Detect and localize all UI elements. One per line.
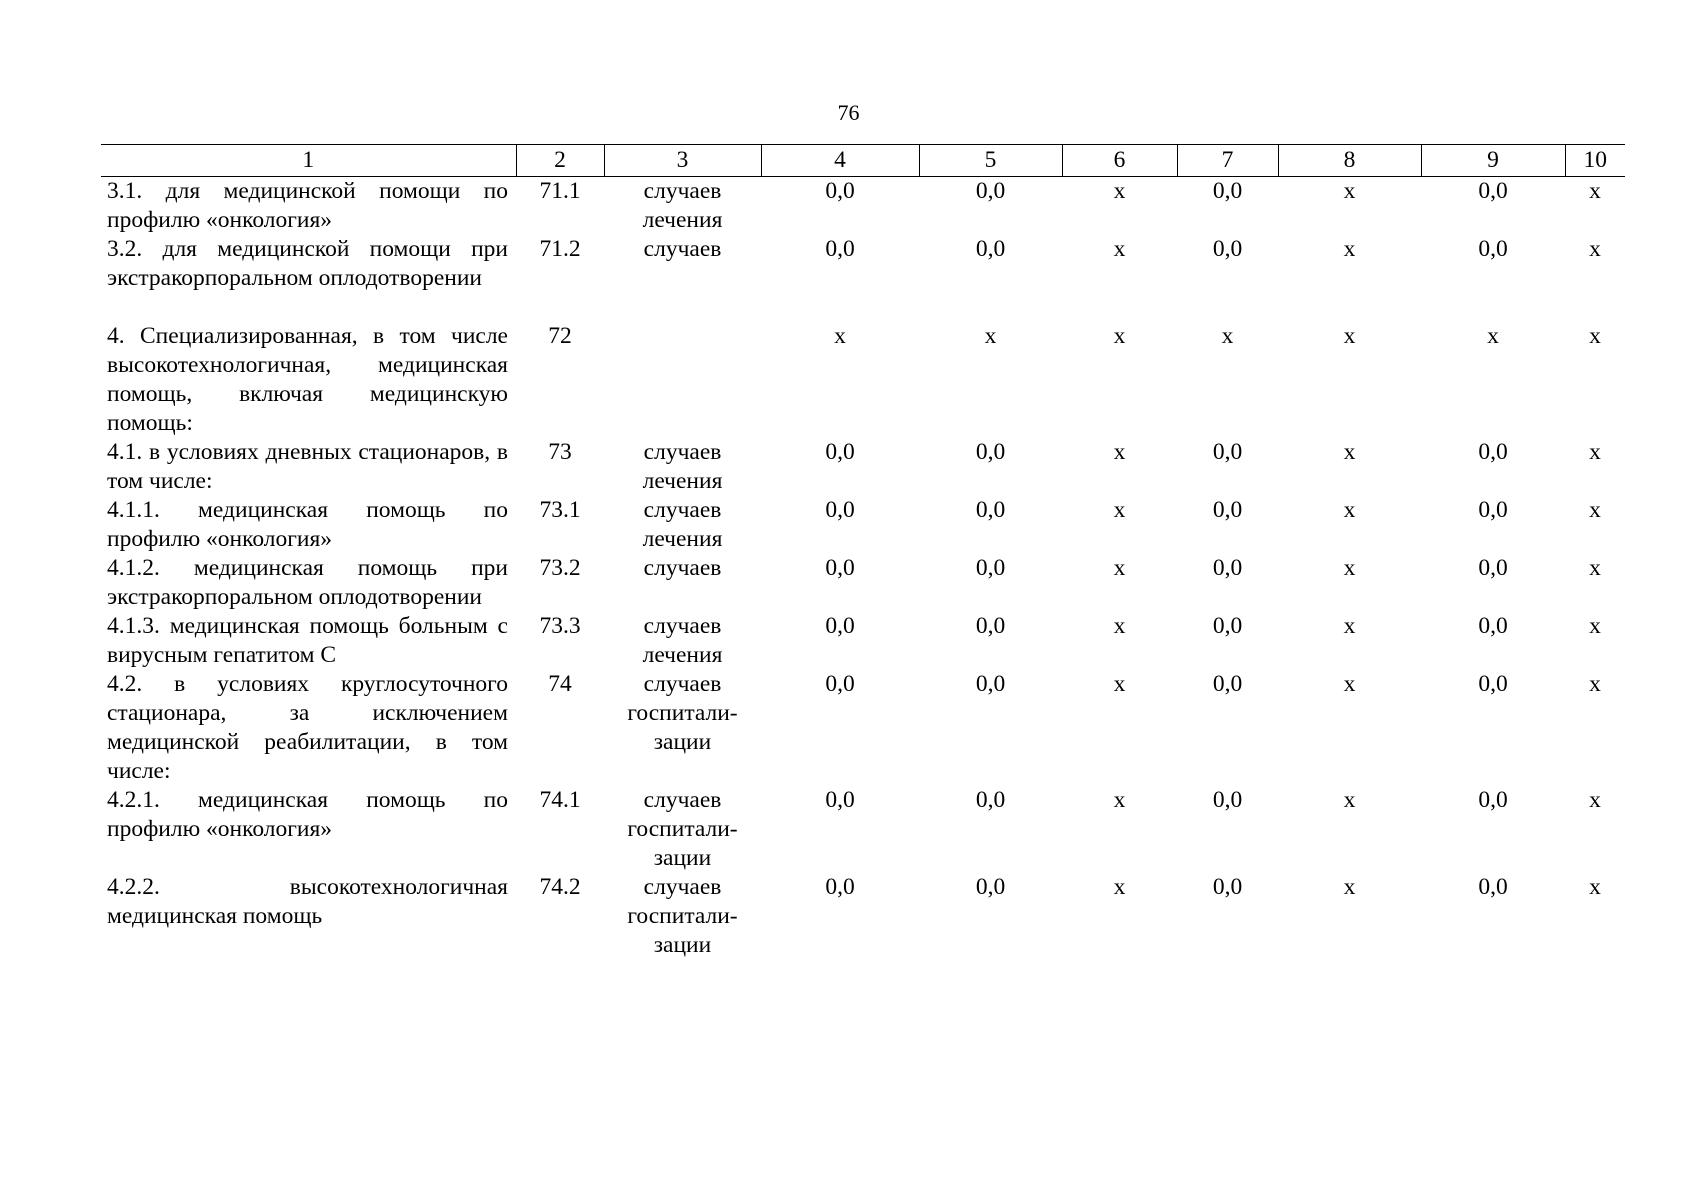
cell-col4: 0,0 [825,439,855,465]
cell-col6: х [1113,555,1126,581]
cell-col5: 0,0 [975,787,1006,813]
cell-col6: х [1113,874,1126,900]
row-name: 4.2.2. высокотехнологичная медицинская помощь [107,874,508,929]
row-name: 4.2.1. медицинская помощь по профилю «онкология» [107,787,508,842]
row-unit: случаев [643,236,722,262]
column-header: 6 [1062,145,1177,177]
cell-col4: 0,0 [825,555,855,581]
table-row [101,438,1625,496]
row-name: 4.1.2. медицинская помощь при экстракорпоральном оплодотворении [107,555,508,610]
cell-col10: х [1589,497,1601,523]
row-code: 74 [548,671,572,697]
cell-col5: 0,0 [975,178,1006,204]
cell-col8: х [1343,178,1356,204]
cell-col9: 0,0 [1478,613,1508,639]
table-row [101,786,1625,873]
cell-col7: 0,0 [1212,439,1243,465]
row-name: 4.2. в условиях круглосуточного стационара, за исключением медицинской реабилитации, в том числе: [107,671,508,784]
cell-col10: х [1589,874,1601,900]
cell-col9: х [1487,323,1499,349]
table-row [101,612,1625,670]
cell-col9: 0,0 [1478,874,1508,900]
cell-col4: 0,0 [825,497,855,523]
cell-col6: х [1113,497,1126,523]
row-unit: случаев госпитали- зации [627,671,738,755]
row-code: 73.3 [539,613,581,639]
row-unit: случаев госпитали- зации [627,874,738,958]
cell-col7: 0,0 [1212,236,1243,262]
cell-col9: 0,0 [1478,497,1508,523]
cell-col6: х [1113,178,1126,204]
table-row [101,177,1625,236]
row-name: 4.1.1. медицинская помощь по профилю «онкология» [107,497,508,552]
column-header: 3 [604,145,761,177]
row-code: 71.1 [539,178,581,204]
table-row [101,670,1625,786]
row-code: 73 [548,439,572,465]
column-header: 5 [919,145,1062,177]
cell-col5: 0,0 [975,671,1006,697]
table-row [101,322,1625,438]
cell-col5: х [984,323,997,349]
row-unit: случаев лечения [642,613,723,668]
cell-col7: 0,0 [1212,874,1243,900]
row-code: 71.2 [539,236,581,262]
cell-col7: 0,0 [1212,671,1243,697]
cell-col10: х [1589,323,1601,349]
cell-col5: 0,0 [975,613,1006,639]
cell-col5: 0,0 [975,236,1006,262]
cell-col4: х [834,323,846,349]
row-name: 3.2. для медицинской помощи при экстракорпоральном оплодотворении [107,236,508,291]
cell-col9: 0,0 [1478,787,1508,813]
row-unit: случаев лечения [642,439,723,494]
cell-col8: х [1343,671,1356,697]
cell-col4: 0,0 [825,874,855,900]
cell-col5: 0,0 [975,874,1006,900]
cell-col9: 0,0 [1478,178,1508,204]
column-header: 10 [1565,145,1625,177]
column-header: 8 [1278,145,1421,177]
cell-col4: 0,0 [825,787,855,813]
cell-col8: х [1343,787,1356,813]
cell-col7: х [1221,323,1234,349]
column-header: 2 [516,145,604,177]
cell-col6: х [1113,439,1126,465]
row-name: 4.1.3. медицинская помощь больным с вирусным гепатитом С [107,613,508,668]
cell-col5: 0,0 [975,439,1006,465]
cell-col8: х [1343,439,1356,465]
cell-col5: 0,0 [975,497,1006,523]
cell-col4: 0,0 [825,236,855,262]
column-header: 4 [761,145,919,177]
cell-col7: 0,0 [1212,497,1243,523]
cell-col6: х [1113,613,1126,639]
cell-col8: х [1343,323,1356,349]
cell-col4: 0,0 [825,671,855,697]
cell-col10: х [1589,555,1601,581]
row-unit [604,322,761,438]
cell-col6: х [1113,787,1126,813]
cell-col9: 0,0 [1478,555,1508,581]
row-code: 74.1 [539,787,581,813]
cell-col8: х [1343,497,1356,523]
cell-col9: 0,0 [1478,236,1508,262]
row-name: 4.1. в условиях дневных стационаров, в том числе: [107,439,508,494]
row-unit: случаев госпитали- зации [627,787,738,871]
cell-col10: х [1589,787,1601,813]
cell-col6: х [1113,236,1126,262]
cell-col10: х [1589,236,1601,262]
cell-col6: х [1113,671,1126,697]
cell-col8: х [1343,874,1356,900]
cell-col7: 0,0 [1212,555,1243,581]
cell-col9: 0,0 [1478,439,1508,465]
cell-col10: х [1589,178,1601,204]
row-code: 73.1 [539,497,581,523]
table-row [101,235,1625,322]
row-code: 74.2 [539,874,581,900]
row-name: 3.1. для медицинской помощи по профилю «онкология» [107,178,508,233]
row-name: 4. Специализированная, в том числе высокотехнологичная, медицинская помощь, включая медицинскую помощь: [107,323,508,436]
cell-col10: х [1589,613,1601,639]
cell-col9: 0,0 [1478,671,1508,697]
row-unit: случаев [643,555,722,581]
column-header: 7 [1177,145,1278,177]
table-row [101,496,1625,554]
row-unit: случаев лечения [642,178,723,233]
row-unit: случаев лечения [642,497,723,552]
cell-col5: 0,0 [975,555,1006,581]
table-row [101,554,1625,612]
cell-col7: 0,0 [1212,178,1243,204]
cell-col7: 0,0 [1212,787,1243,813]
header-row [101,145,1625,177]
row-code: 73.2 [539,555,581,581]
data-table [101,144,1625,960]
cell-col10: х [1589,671,1601,697]
cell-col8: х [1343,555,1356,581]
cell-col6: х [1113,323,1126,349]
cell-col4: 0,0 [825,178,855,204]
cell-col7: 0,0 [1212,613,1243,639]
column-header: 9 [1421,145,1565,177]
table-row [101,873,1625,960]
row-code: 72 [548,323,572,349]
cell-col4: 0,0 [825,613,855,639]
cell-col8: х [1343,613,1356,639]
column-header: 1 [101,145,516,177]
page-number: 76 [837,100,860,125]
cell-col8: х [1343,236,1356,262]
cell-col10: х [1589,439,1601,465]
